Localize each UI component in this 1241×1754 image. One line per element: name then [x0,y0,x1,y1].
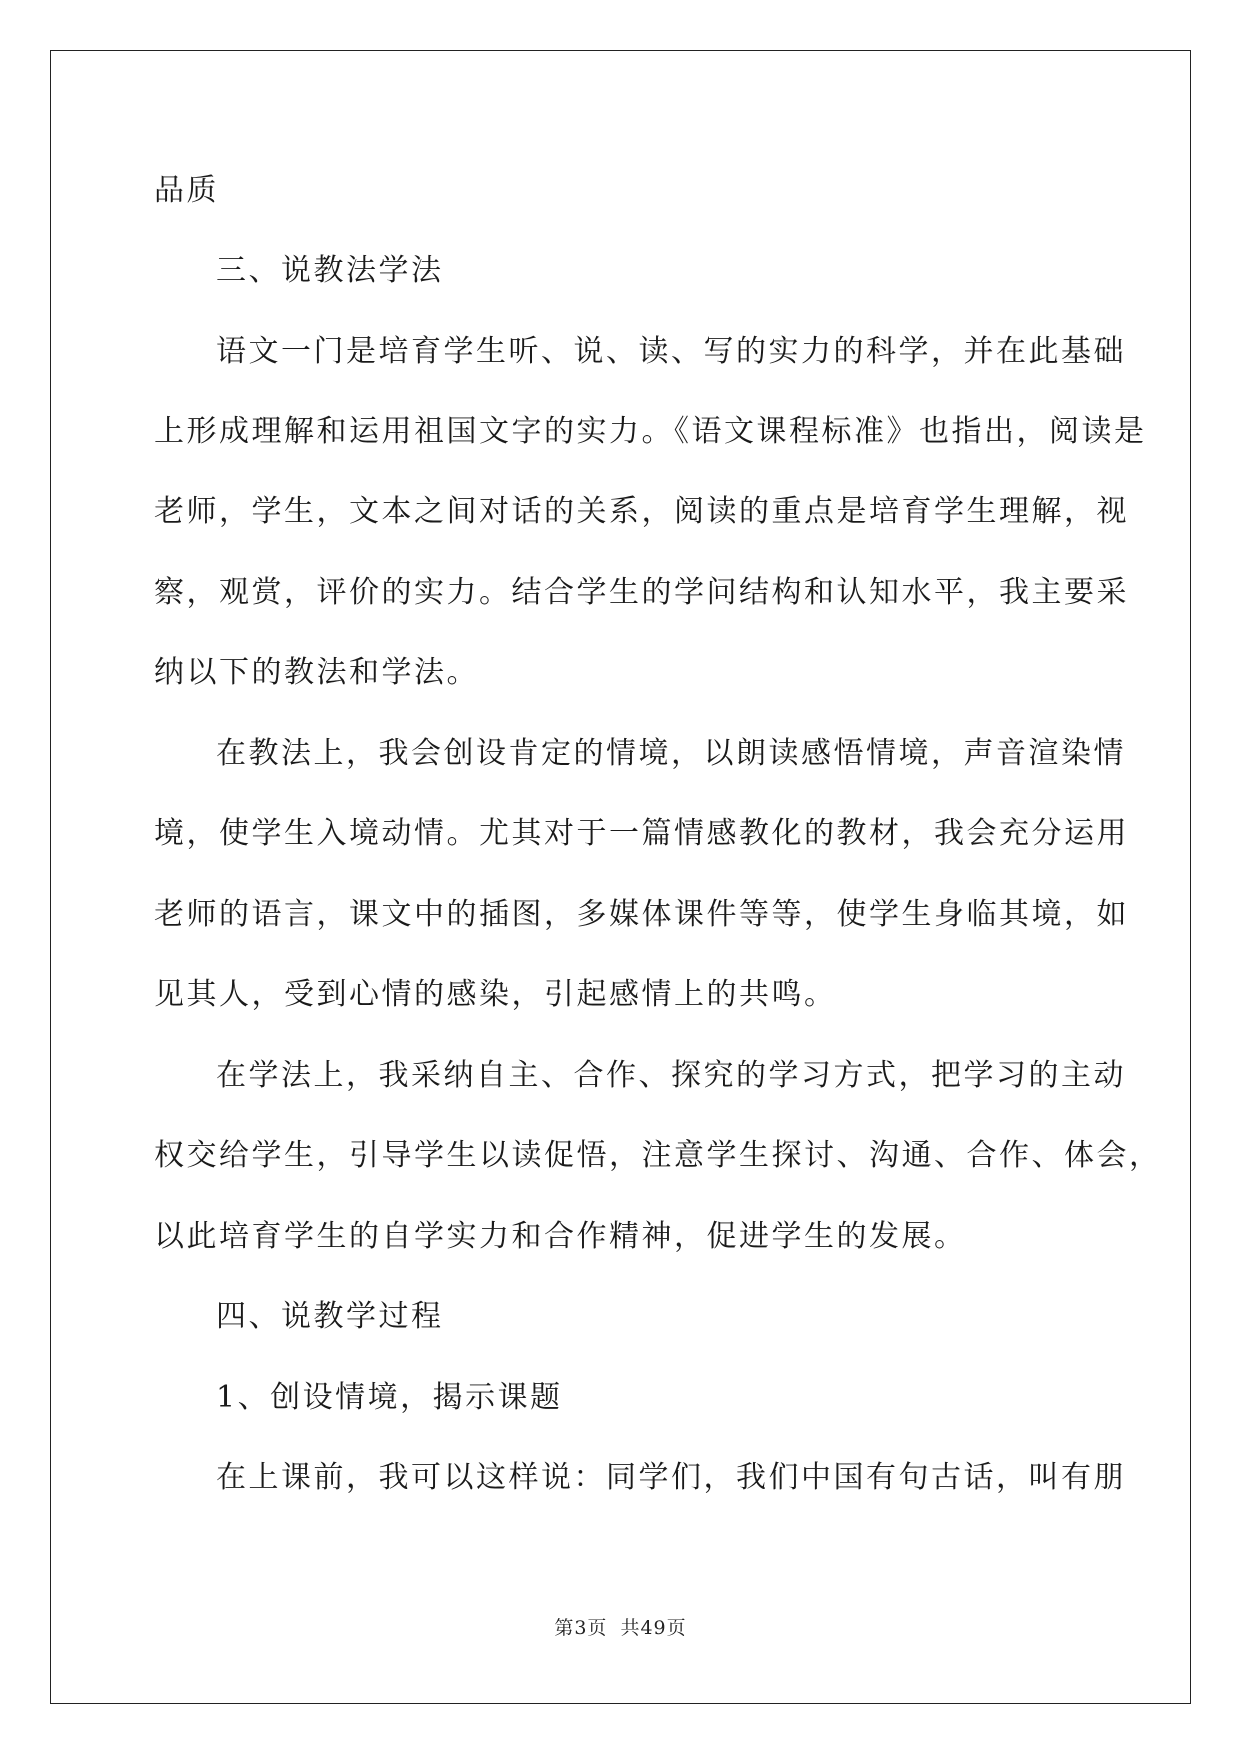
text-line: 上形成理解和运用祖国文字的实力。《语文课程标准》也指出，阅读是 [154,414,1147,449]
page-total: 共49页 [620,1617,687,1639]
text-line: 语文一门是培育学生听、说、读、写的实力的科学，并在此基础 [216,334,1126,369]
text-line: 纳以下的教法和学法。 [154,655,479,690]
text-line: 在上课前，我可以这样说：同学们，我们中国有句古话，叫有朋 [216,1460,1126,1495]
section-heading: 三、说教法学法 [216,253,444,288]
text-line: 以此培育学生的自学实力和合作精神，促进学生的发展。 [154,1219,967,1254]
text-line: 在学法上，我采纳自主、合作、探究的学习方式，把学习的主动 [216,1058,1126,1093]
text-line: 见其人，受到心情的感染，引起感情上的共鸣。 [154,977,837,1012]
text-line: 在教法上，我会创设肯定的情境，以朗读感悟情境，声音渲染情 [216,736,1126,771]
page-footer [0,1613,1241,1640]
page-border [50,50,1191,1704]
text-line: 老师的语言，课文中的插图，多媒体课件等等，使学生身临其境，如 [154,897,1129,932]
text-line: 老师，学生，文本之间对话的关系，阅读的重点是培育学生理解，视 [154,494,1129,529]
subsection-heading: 1、创设情境，揭示课题 [216,1380,563,1415]
text-line: 品质 [154,173,219,208]
page-number: 第3页 [554,1617,608,1639]
text-line: 境，使学生入境动情。尤其对于一篇情感教化的教材，我会充分运用 [154,816,1129,851]
section-heading: 四、说教学过程 [216,1299,444,1334]
text-line: 权交给学生，引导学生以读促悟，注意学生探讨、沟通、合作、体会， [154,1138,1162,1173]
text-line: 察，观赏，评价的实力。结合学生的学问结构和认知水平，我主要采 [154,575,1129,610]
